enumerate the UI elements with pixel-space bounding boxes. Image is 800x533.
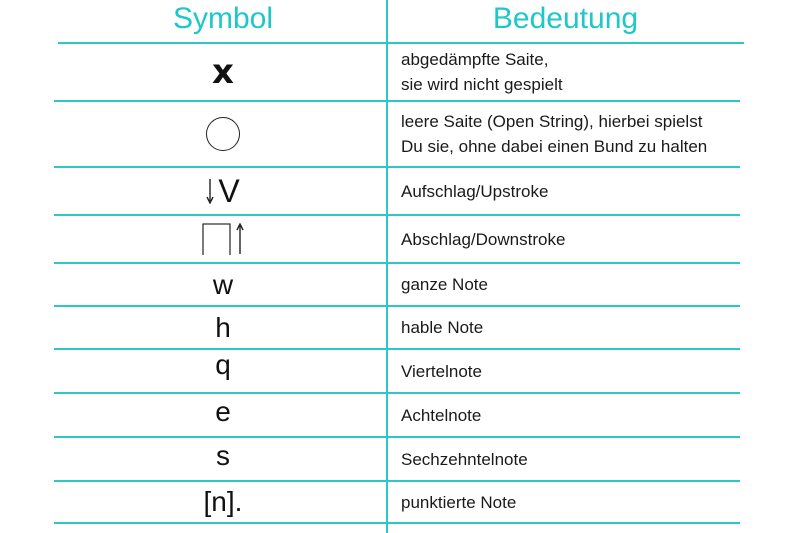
- meaning-line: Sechzehntelnote: [401, 449, 528, 469]
- downstroke-bracket-icon: [202, 222, 232, 256]
- table-row-symbol: [60, 168, 386, 214]
- meaning-line: punktierte Note: [401, 492, 517, 512]
- table-row-symbol: [60, 44, 386, 100]
- table-row-meaning: [401, 438, 761, 480]
- up-arrow-icon: [236, 223, 244, 255]
- table-row-meaning: [401, 264, 761, 305]
- table-row-symbol: [60, 350, 386, 392]
- upstroke-v-glyph: V: [218, 172, 240, 209]
- table-row-meaning: [401, 482, 761, 522]
- header-bedeutung: Bedeutung: [492, 2, 639, 35]
- dotted-note-symbol: [n].: [203, 486, 243, 517]
- whole-note-symbol: w: [212, 268, 234, 300]
- header-symbol: Symbol: [172, 2, 274, 35]
- sixteenth-note-symbol: s: [216, 440, 230, 471]
- meaning-line: Aufschlag/Upstroke: [401, 181, 549, 201]
- meaning-line: leere Saite (Open String), hierbei spielst: [401, 112, 703, 131]
- table-row-meaning: [401, 168, 761, 214]
- downstroke-icon: [202, 222, 244, 256]
- meaning-line: hable Note: [401, 318, 484, 337]
- upstroke-icon: [206, 173, 239, 210]
- down-arrow-icon: [206, 178, 214, 204]
- meaning-line: Achtelnote: [401, 405, 482, 425]
- table-row-symbol: [60, 102, 386, 166]
- table-row-symbol: [60, 438, 386, 480]
- half-note-symbol: h: [215, 311, 231, 343]
- table-row-symbol: [60, 264, 386, 305]
- column-divider: [386, 0, 388, 533]
- table-row-meaning: [401, 394, 761, 436]
- table-row-meaning: [401, 44, 761, 100]
- table-row-symbol: [60, 482, 386, 522]
- meaning-line: sie wird nicht gespielt: [401, 75, 563, 94]
- meaning-line: Du sie, ohne dabei einen Bund zu halten: [401, 137, 708, 156]
- table-row-symbol: [60, 307, 386, 348]
- quarter-note-symbol: q: [215, 349, 231, 380]
- muted-string-x-icon: x: [212, 52, 234, 92]
- eighth-note-symbol: e: [215, 396, 231, 427]
- meaning-line: Abschlag/Downstroke: [401, 229, 566, 249]
- table-row-meaning: [401, 350, 761, 392]
- open-string-circle-icon: [206, 117, 240, 151]
- meaning-line: ganze Note: [401, 275, 488, 294]
- table-row-meaning: [401, 307, 761, 348]
- row-divider: [54, 522, 740, 524]
- meaning-line: Viertelnote: [401, 361, 482, 381]
- table-row-meaning: [401, 102, 761, 166]
- table-row-symbol: [60, 394, 386, 436]
- meaning-line: abgedämpfte Saite,: [401, 50, 549, 69]
- table-row-symbol: [60, 216, 386, 262]
- table-row-meaning: [401, 216, 761, 262]
